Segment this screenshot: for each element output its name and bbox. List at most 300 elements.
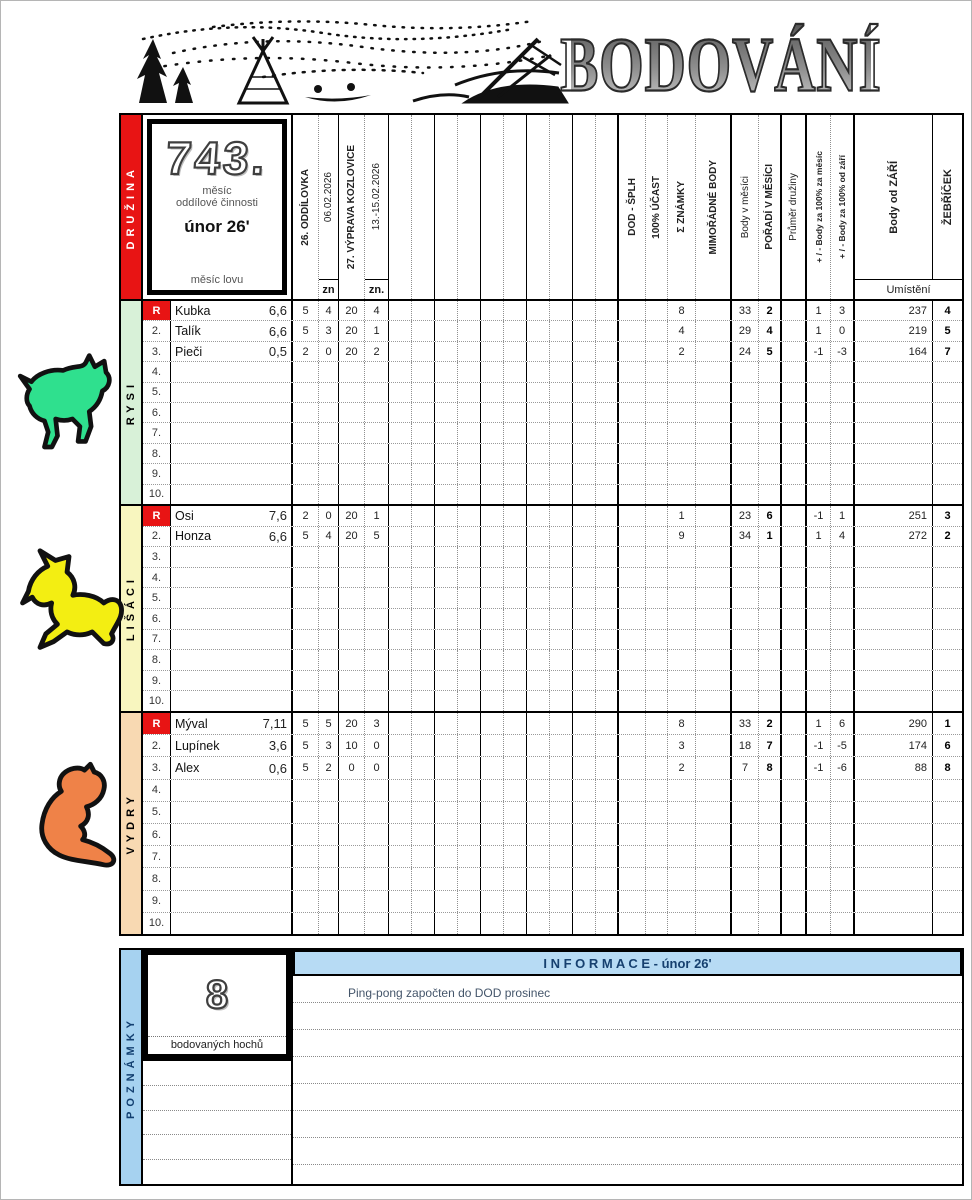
empty-cell [481, 671, 504, 691]
member-row [143, 801, 962, 823]
empty-cell [481, 485, 504, 504]
plusminus-mesic [807, 891, 831, 912]
plusminus-mesic [807, 403, 831, 422]
col-dod-label: DOD - ŠPLH [626, 178, 638, 236]
empty-cell [481, 802, 504, 823]
sum-znamky [668, 868, 696, 889]
ucast-100 [646, 824, 668, 845]
empty-cell [596, 735, 619, 756]
empty-cell [458, 568, 481, 588]
empty-cell [573, 824, 596, 845]
empty-cell [550, 824, 573, 845]
empty-cell [527, 444, 550, 463]
body-od-zari: 174 [855, 735, 933, 756]
empty-cell [435, 713, 458, 734]
mimoradne-body [696, 383, 732, 402]
mimoradne-body [696, 444, 732, 463]
sum-znamky [668, 485, 696, 504]
dod-splh [619, 868, 646, 889]
event2-grade [365, 568, 389, 588]
row-number: 5. [143, 383, 171, 402]
empty-cell [435, 691, 458, 711]
member-name: Talík [175, 324, 201, 339]
empty-cell [435, 383, 458, 402]
sum-znamky [668, 802, 696, 823]
mimoradne-body [696, 609, 732, 629]
empty-cell [550, 713, 573, 734]
sum-znamky: 9 [668, 527, 696, 547]
event2-grade [365, 868, 389, 889]
empty-cell [550, 868, 573, 889]
event1-points: 5 [293, 527, 319, 547]
notes-block [119, 948, 964, 1186]
event2-grade [365, 824, 389, 845]
empty-cell [389, 403, 412, 422]
body-v-mesici [732, 868, 759, 889]
empty-cell [550, 757, 573, 778]
empty-cell [596, 362, 619, 381]
plusminus-zari [831, 691, 855, 711]
event1-points [293, 868, 319, 889]
empty-cell [412, 423, 435, 442]
poradi-v-mesici [759, 423, 782, 442]
empty-cell [458, 383, 481, 402]
event1-points [293, 547, 319, 567]
empty-cell [504, 757, 527, 778]
event2-grade [365, 464, 389, 483]
zebricek [933, 846, 962, 867]
zebricek [933, 609, 962, 629]
empty-cell [573, 913, 596, 934]
empty-cell [412, 802, 435, 823]
empty-cell [481, 423, 504, 442]
body-v-mesici: 33 [732, 713, 759, 734]
empty-cell [550, 383, 573, 402]
ucast-100 [646, 735, 668, 756]
member-name-cell [171, 527, 293, 547]
zebricek [933, 362, 962, 381]
ucast-100 [646, 891, 668, 912]
member-name: Alex [175, 761, 200, 775]
ucast-100 [646, 913, 668, 934]
event2-points [339, 485, 365, 504]
empty-cell [389, 464, 412, 483]
empty-cell [596, 342, 619, 361]
empty-cell [481, 403, 504, 422]
member-row [143, 361, 962, 381]
empty-cell [435, 444, 458, 463]
group-name-label: VYDRY [125, 792, 137, 855]
empty-cell [435, 342, 458, 361]
col-event1 [293, 115, 319, 299]
empty-cell [596, 691, 619, 711]
member-name-cell [171, 780, 293, 801]
empty-cell [458, 403, 481, 422]
empty-cell [481, 650, 504, 670]
event1-grade [319, 780, 339, 801]
ucast-100 [646, 630, 668, 650]
plusminus-mesic: -1 [807, 735, 831, 756]
group-name-label: LIŠÁCI [125, 575, 137, 642]
empty-cell [504, 691, 527, 711]
empty-cell [389, 891, 412, 912]
ucast-100 [646, 846, 668, 867]
event1-points: 2 [293, 506, 319, 526]
poradi-v-mesici [759, 403, 782, 422]
zebricek [933, 671, 962, 691]
body-od-zari [855, 464, 933, 483]
row-number: 10. [143, 913, 171, 934]
body-od-zari [855, 609, 933, 629]
col-pm-mesic [807, 115, 831, 299]
empty-cell [596, 671, 619, 691]
druzina-strip [121, 115, 143, 299]
empty-cell [389, 301, 412, 320]
empty-cell [412, 757, 435, 778]
event1-grade [319, 891, 339, 912]
member-name-cell [171, 735, 293, 756]
empty-cell [435, 506, 458, 526]
empty-cell [435, 913, 458, 934]
empty-cell [527, 588, 550, 608]
empty-cell [504, 485, 527, 504]
event1-points [293, 913, 319, 934]
col-dod [619, 115, 646, 299]
member-name: Pieči [175, 344, 203, 359]
empty-cell [504, 846, 527, 867]
poradi-v-mesici [759, 609, 782, 629]
member-row [143, 890, 962, 912]
empty-cell [481, 568, 504, 588]
poradi-v-mesici [759, 630, 782, 650]
plusminus-zari: 3 [831, 301, 855, 320]
event2-points [339, 891, 365, 912]
empty-cell [527, 547, 550, 567]
zebricek: 2 [944, 530, 951, 543]
ucast-100 [646, 609, 668, 629]
empty-cell [573, 547, 596, 567]
body-od-zari: 164 [855, 342, 933, 361]
page-title: BODOVÁNÍ [571, 3, 871, 127]
empty-cell [458, 846, 481, 867]
member-row [143, 422, 962, 442]
body-od-zari [855, 444, 933, 463]
dod-splh [619, 362, 646, 381]
empty-cell [527, 301, 550, 320]
zebricek [933, 444, 962, 463]
empty-cell [527, 609, 550, 629]
event2-points [339, 780, 365, 801]
col-mimoradne-label: MIMOŘÁDNÉ BODY [707, 159, 719, 255]
sum-znamky: 2 [668, 757, 696, 778]
event1-points: 5 [293, 735, 319, 756]
empty-cell [481, 506, 504, 526]
member-row [143, 734, 962, 756]
mimoradne-body [696, 342, 732, 361]
header-columns [293, 115, 962, 299]
event2-points: 20 [339, 713, 365, 734]
empty-cell [412, 444, 435, 463]
empty-cell [527, 362, 550, 381]
empty-cell [481, 868, 504, 889]
empty-cell [458, 891, 481, 912]
event2-points [339, 547, 365, 567]
empty-cell [550, 444, 573, 463]
dod-splh [619, 735, 646, 756]
event1-points [293, 824, 319, 845]
ucast-100 [646, 506, 668, 526]
col-umisteni-label: Umístění [855, 279, 962, 299]
dod-splh [619, 650, 646, 670]
body-od-zari: 237 [855, 301, 933, 320]
empty-cell [389, 423, 412, 442]
empty-cell [573, 485, 596, 504]
event1-points: 5 [293, 301, 319, 320]
body-v-mesici [732, 891, 759, 912]
empty-cell [458, 713, 481, 734]
empty-cell [435, 362, 458, 381]
event1-grade: 3 [319, 735, 339, 756]
prumer-druziny [782, 301, 807, 320]
mimoradne-body [696, 650, 732, 670]
empty-cell [573, 464, 596, 483]
event2-grade [365, 780, 389, 801]
prumer-druziny [782, 321, 807, 340]
event2-points [339, 913, 365, 934]
col-empty [527, 115, 550, 299]
empty-cell [527, 464, 550, 483]
empty-cell [435, 868, 458, 889]
empty-cell [389, 362, 412, 381]
event2-grade [365, 547, 389, 567]
zebricek [933, 423, 962, 442]
col-totals [855, 115, 962, 299]
poradi-v-mesici [759, 891, 782, 912]
ucast-100 [646, 362, 668, 381]
event2-points [339, 383, 365, 402]
col-event2 [339, 115, 365, 299]
row-number: 3. [143, 547, 171, 567]
empty-cell [458, 321, 481, 340]
event2-points [339, 824, 365, 845]
row-number: 2. [143, 735, 171, 756]
member-row [143, 320, 962, 340]
sum-znamky [668, 547, 696, 567]
member-name: Osi [175, 508, 194, 523]
zebricek [933, 891, 962, 912]
empty-cell [458, 485, 481, 504]
plusminus-mesic [807, 547, 831, 567]
empty-cell [596, 383, 619, 402]
body-v-mesici [732, 362, 759, 381]
event1-points: 2 [293, 342, 319, 361]
empty-cell [504, 423, 527, 442]
col-empty [389, 115, 412, 299]
empty-cell [458, 691, 481, 711]
member-name-cell [171, 691, 293, 711]
plusminus-zari [831, 846, 855, 867]
empty-cell [504, 913, 527, 934]
body-od-zari [855, 824, 933, 845]
empty-cell [412, 506, 435, 526]
row-number: 4. [143, 780, 171, 801]
sum-znamky [668, 630, 696, 650]
empty-cell [435, 609, 458, 629]
row-number: 5. [143, 802, 171, 823]
notes-left-lines [143, 1061, 291, 1184]
event1-grade [319, 671, 339, 691]
event1-points [293, 846, 319, 867]
event1-grade [319, 485, 339, 504]
empty-cell [412, 735, 435, 756]
event1-points [293, 444, 319, 463]
plusminus-zari: -3 [831, 342, 855, 361]
body-v-mesici [732, 444, 759, 463]
body-v-mesici [732, 913, 759, 934]
plusminus-zari: -5 [831, 735, 855, 756]
event2-grade: 3 [365, 713, 389, 734]
zebricek: 1 [944, 717, 951, 730]
event2-points [339, 630, 365, 650]
col-event1-label: 26. ODDÍLOVKA [300, 168, 311, 246]
member-row [143, 912, 962, 934]
mimoradne-body [696, 802, 732, 823]
empty-cell [458, 547, 481, 567]
poznamky-label: POZNÁMKY [125, 1015, 137, 1119]
body-v-mesici: 18 [732, 735, 759, 756]
body-v-mesici [732, 423, 759, 442]
event1-points [293, 630, 319, 650]
empty-cell [481, 824, 504, 845]
empty-cell [550, 527, 573, 547]
prumer-druziny [782, 362, 807, 381]
member-name-cell [171, 423, 293, 442]
zebricek [933, 691, 962, 711]
prumer-druziny [782, 713, 807, 734]
event1-points [293, 464, 319, 483]
row-number: 3. [143, 342, 171, 361]
ucast-100 [646, 383, 668, 402]
member-name-cell [171, 444, 293, 463]
mimoradne-body [696, 735, 732, 756]
member-name-cell [171, 321, 293, 340]
event1-grade: 0 [319, 506, 339, 526]
member-grade: 0,6 [268, 760, 287, 776]
plusminus-mesic [807, 383, 831, 402]
row-number: 6. [143, 824, 171, 845]
event2-points [339, 691, 365, 711]
member-row [143, 713, 962, 734]
row-number: 9. [143, 671, 171, 691]
empty-cell [527, 802, 550, 823]
poradi-v-mesici [759, 780, 782, 801]
empty-cell [527, 713, 550, 734]
ucast-100 [646, 423, 668, 442]
event2-grade [365, 802, 389, 823]
poradi-v-mesici [759, 383, 782, 402]
empty-cell [435, 547, 458, 567]
sum-znamky [668, 568, 696, 588]
ucast-100 [646, 780, 668, 801]
plusminus-zari [831, 780, 855, 801]
empty-cell [481, 891, 504, 912]
mimoradne-body [696, 362, 732, 381]
empty-cell [412, 846, 435, 867]
empty-cell [573, 403, 596, 422]
row-number: R [143, 301, 171, 320]
member-name: Kubka [175, 303, 211, 318]
col-event2-label: 27. VÝPRAVA KOZLOVICE [346, 144, 357, 270]
empty-cell [573, 691, 596, 711]
poradi-v-mesici [759, 485, 782, 504]
prumer-druziny [782, 846, 807, 867]
empty-cell [573, 671, 596, 691]
plusminus-mesic [807, 780, 831, 801]
count-label: bodovaných hochů [148, 1036, 286, 1054]
plusminus-zari [831, 868, 855, 889]
body-od-zari [855, 868, 933, 889]
empty-cell [412, 824, 435, 845]
plusminus-mesic [807, 671, 831, 691]
prumer-druziny [782, 383, 807, 402]
member-grade: 0,5 [268, 344, 287, 360]
plusminus-mesic [807, 913, 831, 934]
plusminus-mesic [807, 588, 831, 608]
ucast-100 [646, 527, 668, 547]
body-v-mesici [732, 547, 759, 567]
member-row [143, 484, 962, 504]
row-number: 4. [143, 362, 171, 381]
empty-cell [504, 464, 527, 483]
mimoradne-body [696, 891, 732, 912]
plusminus-mesic [807, 650, 831, 670]
member-row [143, 546, 962, 567]
empty-cell [550, 650, 573, 670]
col-event2-date: 13.-15.02.2026 [371, 163, 382, 231]
event1-grade: 3 [319, 321, 339, 340]
body-od-zari: 88 [855, 757, 933, 778]
poradi-v-mesici [759, 868, 782, 889]
poradi-v-mesici [759, 444, 782, 463]
event1-grade [319, 802, 339, 823]
month-caption-2: oddílové činnosti [176, 197, 258, 210]
member-name-cell [171, 846, 293, 867]
event1-points: 5 [293, 757, 319, 778]
event1-points [293, 671, 319, 691]
prumer-druziny [782, 691, 807, 711]
row-number: 4. [143, 568, 171, 588]
body-v-mesici [732, 802, 759, 823]
sum-znamky [668, 588, 696, 608]
sum-znamky [668, 423, 696, 442]
empty-cell [596, 506, 619, 526]
empty-cell [481, 630, 504, 650]
empty-cell [435, 891, 458, 912]
plusminus-zari [831, 383, 855, 402]
empty-cell [573, 630, 596, 650]
row-number: 7. [143, 630, 171, 650]
event2-grade: 0 [365, 757, 389, 778]
empty-cell [412, 568, 435, 588]
empty-cell [458, 609, 481, 629]
empty-cell [596, 757, 619, 778]
col-prumer-label: Průměr družiny [788, 173, 799, 241]
zebricek [933, 464, 962, 483]
zebricek [933, 383, 962, 402]
empty-cell [527, 630, 550, 650]
dod-splh [619, 588, 646, 608]
plusminus-mesic [807, 464, 831, 483]
